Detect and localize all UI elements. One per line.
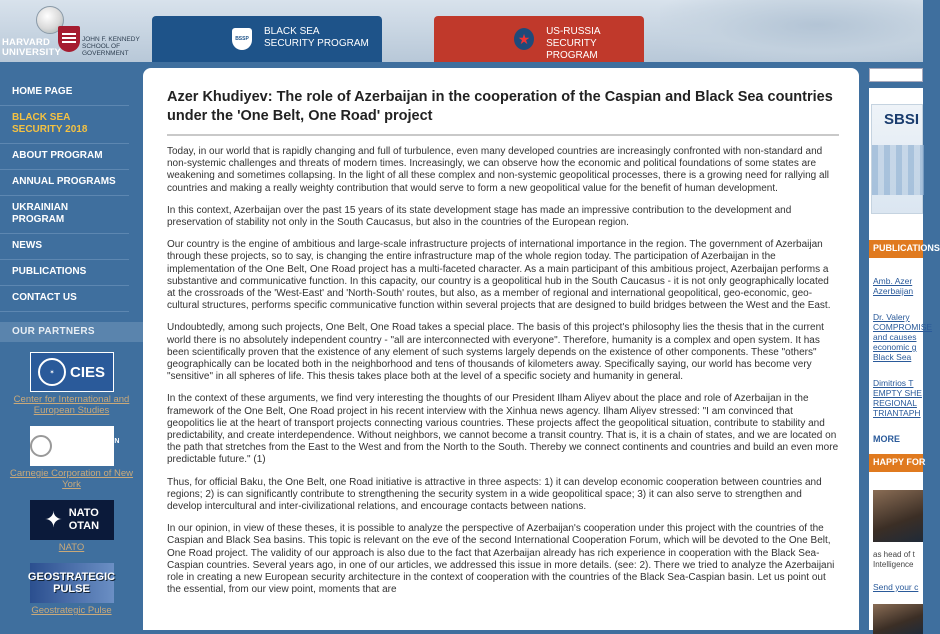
site-header (0, 0, 923, 62)
nav-annual-programs[interactable]: ANNUAL PROGRAMS (0, 170, 129, 196)
carnegie-seal-icon (30, 435, 52, 457)
news-photo[interactable] (873, 490, 923, 542)
publication-link-2-line1: Dr. Valery (873, 312, 910, 322)
geostrategic-pulse-logo[interactable] (27, 563, 116, 603)
news-photo-2[interactable] (873, 604, 923, 634)
partner-nato[interactable] (0, 500, 143, 553)
cies-logo-text: CIES (69, 363, 105, 381)
carnegie-logo-text: CARNEGIE CORPORATION of NEW YORK (57, 429, 121, 463)
more-publications-link[interactable]: MORE (873, 434, 900, 444)
publication-link-2-line3: and causes (873, 332, 917, 342)
right-panel (869, 88, 940, 630)
happy-section-heading: HAPPY FOR (869, 454, 923, 472)
carnegie-logo[interactable] (30, 426, 121, 466)
article-paragraph: Today, in our world that is rapidly changing and full of turbulence, even many developed countries are increasingly confronted with non-standard and non-systemic challenges and threats of modern times. Increasingly, we can observe how the economic and political foundations of some states are weakening and sometimes collapsing. In the light of all these complex and non-systemic geopolitical processes, there is a growing need for rallying all countries and making a really weighty contribution that would serve to form a new geopolitical value for the benefit of human development. (167, 146, 830, 194)
publication-link-3-line1: Dimitrios T (873, 378, 914, 388)
publication-link-2-line4: economic g (873, 342, 917, 352)
star-emblem-icon: ★ (514, 28, 534, 50)
article-body (167, 146, 839, 607)
photo-caption-line2: Intelligence (873, 560, 914, 569)
geostrategic-logo-text: GEOSTRATEGIC PULSE (27, 571, 116, 595)
search-input[interactable] (869, 68, 923, 82)
harvard-kennedy-logo[interactable] (0, 4, 150, 60)
book-cover-image (872, 145, 924, 195)
article-paragraph: In this context, Azerbaijan over the past 15 years of its state development stage has made an impressive contribution to the development and preservation of stability not only in the South Caucasus, but also in the countries of the European region. (167, 204, 792, 229)
partners-heading: OUR PARTNERS (0, 322, 143, 342)
article-paragraph: In our opinion, in view of these theses, it is possible to analyze the perspective of Azerbaijan's cooperation under this project with the countries of the Caspian and Black Sea basins. This topic is relevant on the eve of the second International Cooperation Forum, which will be devoted to the One Belt, One Road project. The validity of our approach is also due to the fact that Azerbaijan already has rich experience in cooperation with the Black Sea-Caspian countries. Several years ago, in one of our articles, we addressed this issue in more details. (see: 2). There we tried to analyze the Azerbaijani role in creating a new European security architecture in the context of cooperation with the countries of the Black Sea-Caspian basin. Let us point out the essential, from our view point, moments that are (167, 523, 835, 596)
publication-link-3[interactable] (873, 378, 923, 418)
nav-ukrainian-program[interactable]: UKRAINIAN PROGRAM (0, 196, 129, 234)
publication-link-2-line5: Black Sea (873, 352, 912, 362)
right-sidebar (859, 62, 940, 630)
harvard-line2: UNIVERSITY (2, 47, 62, 58)
tab-black-sea-security-program[interactable] (152, 16, 382, 62)
bssp-emblem-icon: BSSP (232, 28, 252, 50)
book-cover-label: SBSI (884, 111, 920, 128)
article-title: Azer Khudiyev: The role of Azerbaijan in the cooperation of the Caspian and Black Sea countries under the 'One Belt, One Road' project (167, 88, 839, 136)
photo-caption-line1: as head of t (873, 550, 915, 559)
tab-usr-label-line1: US-RUSSIA SECURITY (546, 26, 600, 49)
harvard-shield-icon (58, 26, 80, 52)
world-map-decoration (660, 0, 923, 62)
partner-geostrategic-link[interactable]: Geostrategic Pulse (31, 605, 112, 616)
cies-logo[interactable] (30, 352, 114, 392)
partner-carnegie-link[interactable]: Carnegie Corporation of New York (9, 468, 134, 490)
partner-carnegie[interactable] (0, 426, 143, 490)
nav-about-program[interactable]: ABOUT PROGRAM (0, 144, 129, 170)
article-paragraph: In the context of these arguments, we find very interesting the thoughts of our President Ilham Aliyev about the place and role of Azerbaijan in the framework of the One Belt, One Road project in his recent interview with the Xinhua news agency. Ilham Aliyev stressed: "I am convinced that geopolitics lie at the heart of transport projects connecting various countries. These projects affect the geopolitical situation, contribute to stability and predictability, and create interdependence. Without neighbors, we cannot become a transit country. That is, it is a chain of states, and we are located on the path that stretches from the East to the West and from the North to the South. Thereby we connect continents and countries and build an even more predictable future." (1) (167, 393, 839, 466)
article-paragraph: Undoubtedly, among such projects, One Belt, One Road takes a special place. The basis of this project's philosophy lies the thesis that in the current world there is no absolutely independent country - "all are interconnected with everyone". Therefore, humanity is a complex and open system. It has been scientifically proven that the existence of any element of such systems largely depends on the existence of other components. These "others" geographically can be located both in the neighborhood and tens of thousands of kilometers away. Specifically saying, our world has become very "sensitive" in all spheres of life. This thesis takes place both at the level of a specific society and humanity in general. (167, 322, 824, 383)
nav-contact-us[interactable]: CONTACT US (0, 286, 129, 312)
tab-us-russia-security-program[interactable] (434, 16, 644, 62)
nav-black-sea-security-2018[interactable]: BLACK SEA SECURITY 2018 (0, 106, 129, 144)
publication-link-1[interactable] (873, 276, 923, 296)
publication-link-3-line2: EMPTY SHE (873, 388, 922, 398)
publication-link-3-line4: TRIANTAPH (873, 408, 921, 418)
nato-logo-text: NATO OTAN (68, 507, 100, 532)
partner-geostrategic-pulse[interactable] (0, 563, 143, 616)
kennedy-school-wordmark (82, 36, 140, 57)
publication-link-2-line2: COMPROMISE (873, 322, 933, 332)
featured-publication-cover[interactable] (871, 104, 923, 214)
publication-link-3-line3: REGIONAL (873, 398, 917, 408)
partner-cies[interactable] (0, 352, 143, 416)
tab-bssp-label-line1: BLACK SEA (264, 26, 320, 37)
main-nav (0, 62, 143, 312)
publications-section-heading: PUBLICATIONS (869, 240, 923, 258)
tab-bssp-label-line2: SECURITY PROGRAM (264, 38, 369, 49)
school-line1: JOHN F. KENNEDY (82, 36, 140, 43)
publication-link-2[interactable] (873, 312, 933, 362)
publication-link-1-line1: Amb. Azer (873, 276, 913, 286)
nav-publications[interactable]: PUBLICATIONS (0, 260, 129, 286)
publication-link-1-line2: Azerbaijan (873, 286, 914, 296)
nato-logo[interactable] (30, 500, 114, 540)
nav-news[interactable]: NEWS (0, 234, 129, 260)
harvard-wordmark (2, 38, 61, 58)
partner-nato-link[interactable]: NATO (58, 542, 85, 553)
photo-caption (873, 550, 923, 570)
tab-usr-label-line2: PROGRAM (546, 50, 598, 61)
harvard-line1: HARVARD (2, 37, 51, 48)
school-line3: GOVERNMENT (82, 50, 129, 57)
article-paragraph: Thus, for official Baku, the One Belt, one Road initiative is attractive in three aspects: 1) it can develop economic cooperation between countries and regions; 2) is can significantly contribute to strengthening the security system in a wide geopolitical space; 3) it can also serve to strengthen and develop intercultural and inter-civilizational relations, and encourage contacts between nations. (167, 476, 822, 513)
nav-home-page[interactable]: HOME PAGE (0, 80, 129, 106)
send-your-link[interactable]: Send your c (873, 582, 919, 592)
nato-star-icon: ✦ (44, 507, 63, 532)
school-line2: SCHOOL OF (82, 43, 121, 50)
main-content (143, 68, 859, 630)
left-sidebar (0, 62, 143, 630)
partner-cies-link[interactable]: Center for International and European Studies (13, 394, 130, 416)
cies-seal-icon: ✶ (38, 358, 66, 386)
article-paragraph: Our country is the engine of ambitious and large-scale infrastructure projects of international importance in the region. The government of Azerbaijan through these projects, so to say, is changing the entire infrastructure map of the whole region today. The participation of Azerbaijan in the implementation of the One Belt, One Road project has a multi-faceted character. As a main participant of this ambitious project, Azerbaijan performs a substantive and communicative function. In this capacity, our country is a geopolitical hub in the South Caucasus - it is not only geographically located at the crossroads of the 'West-East' and 'North-South' routes, but also, as a member of regional and international geopolitical, geo-economic, geo-cultural structures, performs specific communicative function within several projects that are designed to build bridges between the West and the East. (167, 239, 831, 312)
